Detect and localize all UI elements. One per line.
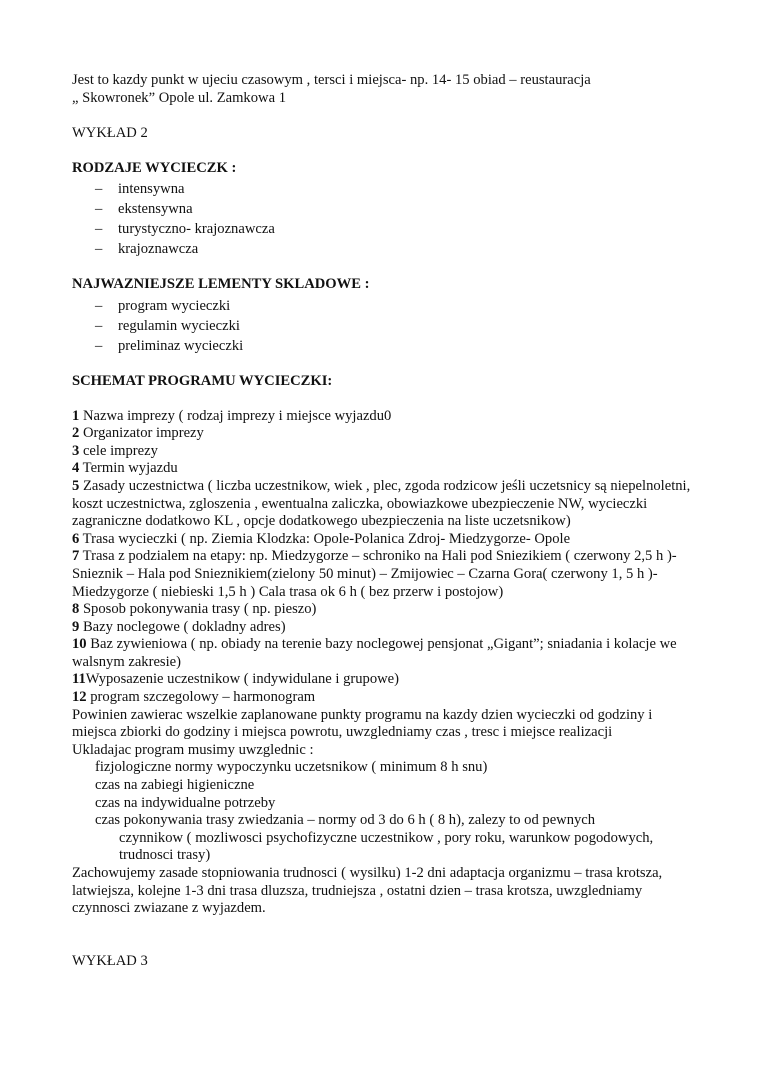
schedule-description: Powinien zawierac wszelkie zaplanowane punkty programu na kazdy dzien wycieczki od godziny i miejsca zbiorki do godziny i miejsca powrotu, uwzgledniamy czas , tresc i miejsce realizacji [72, 706, 653, 741]
list-item-text: intensywna [118, 181, 185, 198]
point-number: 5 [72, 477, 80, 494]
schedule-consider-intro: Ukladajac program musimy uwzglednic : [72, 741, 314, 758]
point-number: 2 [72, 425, 80, 442]
point-number: 9 [72, 618, 80, 635]
point-text: cele imprezy [79, 442, 158, 459]
lecture-2-title: WYKŁAD 2 [72, 125, 148, 142]
list-item [72, 179, 692, 199]
schema-points [72, 408, 692, 707]
intro-line-2: „ Skowronek” Opole ul. Zamkowa 1 [72, 89, 286, 106]
point-text: Trasa z podzialem na etapy: np. Miedzygorze – schroniko na Hali pod Sniezikiem ( czerwony 2,5 h )- Snieznik – Hala pod Snieznikiem(zielony 50 minut) – Zmijowiec – Czarna Gora( czerwony 1, 5 h )- Miedzygorze ( niebieski 1,5 h ) Cala trasa ok 6 h ( bez przerw i postojow) [72, 548, 677, 600]
dash-bullet-icon: – [95, 317, 103, 334]
point-text: Organizator imprezy [79, 425, 204, 442]
consider-item: czas na indywidualne potrzeby [95, 794, 276, 811]
point-text: Bazy noclegowe ( dokladny adres) [79, 618, 286, 635]
list-item [72, 316, 692, 336]
schema-point [72, 460, 692, 478]
dash-bullet-icon: – [95, 221, 103, 238]
dash-bullet-icon: – [95, 201, 103, 218]
schema-point [72, 548, 692, 601]
point-number: 4 [72, 460, 80, 477]
list-item-text: ekstensywna [118, 201, 193, 218]
consider-item: czas pokonywania trasy zwiedzania – normy od 3 do 6 h ( 8 h), zalezy to od pewnych [95, 812, 596, 829]
list-item [72, 219, 692, 239]
consider-item: czas na zabiegi higieniczne [95, 777, 255, 794]
schema-point [72, 531, 692, 549]
list-item [72, 239, 692, 259]
types-list [72, 179, 692, 259]
lecture-3-title: WYKŁAD 3 [72, 952, 148, 969]
point-number: 8 [72, 601, 80, 618]
point-number: 3 [72, 442, 80, 459]
point-number: 10 [72, 636, 87, 653]
consider-item-continuation: czynnikow ( mozliwosci psychofizyczne uczestnikow , pory roku, warunkow pogodowych, trudnosci trasy) [119, 829, 654, 864]
point-text: Trasa wycieczki ( np. Ziemia Klodzka: Opole-Polanica Zdroj- Miedzygorze- Opole [79, 530, 571, 547]
point-text: Baz zywieniowa ( np. obiady na terenie bazy noclegowej pensjonat „Gigant”; sniadania i kolacje we walsnym zakresie) [72, 636, 677, 670]
schema-point [72, 408, 692, 426]
schema-point [72, 671, 692, 689]
schema-point [72, 425, 692, 443]
list-item-text: regulamin wycieczki [118, 317, 240, 334]
point-number: 6 [72, 530, 80, 547]
elements-list [72, 296, 692, 356]
schema-point [72, 619, 692, 637]
list-item-text: krajoznawcza [118, 241, 199, 258]
document-page [72, 72, 692, 970]
point-number: 11 [72, 671, 86, 688]
dash-bullet-icon: – [95, 297, 103, 314]
intro-line-1: Jest to kazdy punkt w ujeciu czasowym , tersci i miejsca- np. 14- 15 obiad – reustauracja [72, 72, 591, 88]
schema-point [72, 689, 692, 707]
schema-point [72, 443, 692, 461]
list-item-text: preliminaz wycieczki [118, 337, 244, 354]
point-text: Zasady uczestnictwa ( liczba uczestnikow, wiek , plec, zgoda rodzicow jeśli uczetsnicy są niepelnoletni, koszt uczestnictwa, zgloszenia , ewentualna zaliczka, obowiazkowe ubezpieczenie NW, wycieczki zagraniczne dodatkowo KL , opcje dodatkowego ubezpieczenia na liste uczetsnikow) [72, 477, 691, 530]
schema-point [72, 601, 692, 619]
point-number: 1 [72, 407, 80, 424]
point-text: Nazwa imprezy ( rodzaj imprezy i miejsce wyjazdu0 [79, 407, 392, 424]
difficulty-paragraph: Zachowujemy zasade stopniowania trudnosci ( wysilku) 1-2 dni adaptacja organizmu – trasa krotsza, latwiejsza, kolejne 1-3 dni trasa dluzsza, trudniejsza , ostatni dzien – trasa krotsza, uwzgledniamy czynnosci zwiazane z wyjazdem. [72, 865, 663, 917]
list-item [72, 296, 692, 316]
point-number: 7 [72, 548, 80, 565]
list-item [72, 199, 692, 219]
point-text: Termin wyjazdu [79, 460, 178, 477]
elements-heading: NAJWAZNIEJSZE LEMENTY SKLADOWE : [72, 276, 370, 293]
consider-item: fizjologiczne normy wypoczynku uczetsnikow ( minimum 8 h snu) [95, 759, 488, 776]
point-text: Wyposazenie uczestnikow ( indywidulane i grupowe) [85, 671, 399, 688]
types-heading: RODZAJE WYCIECZK : [72, 159, 237, 176]
list-item-text: turystyczno- krajoznawcza [118, 221, 275, 238]
dash-bullet-icon: – [95, 337, 103, 354]
schema-point [72, 636, 692, 671]
dash-bullet-icon: – [95, 181, 103, 198]
schema-heading: SCHEMAT PROGRAMU WYCIECZKI: [72, 372, 333, 389]
schema-point [72, 478, 692, 531]
point-number: 12 [72, 689, 87, 706]
point-text: Sposob pokonywania trasy ( np. pieszo) [79, 601, 317, 618]
list-item-text: program wycieczki [118, 297, 231, 314]
point-text: program szczegolowy – harmonogram [86, 689, 316, 706]
list-item [72, 336, 692, 356]
dash-bullet-icon: – [95, 241, 103, 258]
